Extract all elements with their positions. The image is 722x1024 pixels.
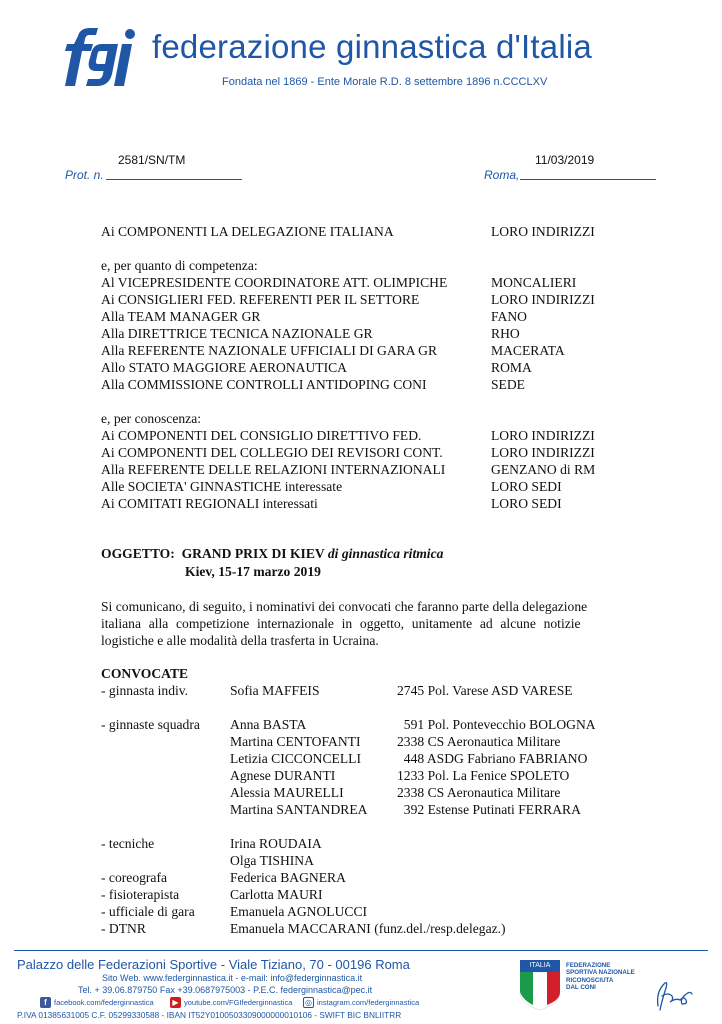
knowledge-item-where: LORO INDIRIZZI [491,445,595,460]
footer-web-email: Sito Web. www.federginnastica.it - e-mail: info@federginnastica.it [102,973,363,983]
competence-item-to: Alla COMMISSIONE CONTROLLI ANTIDOPING CONI [101,377,427,392]
athlete-club: 591 Pol. Pontevecchio BOLOGNA [397,717,596,732]
competence-item-where: FANO [491,309,528,324]
footer-instagram[interactable]: instagram.com/federginnastica [317,998,420,1007]
knowledge-item-where: LORO SEDI [491,479,562,494]
coni-text-line: RICONOSCIUTA [566,976,614,984]
coni-shield [520,960,560,1010]
staff-name: Emanuela MACCARANI (funz.del./resp.delegaz.) [230,921,506,936]
staff-name: Carlotta MAURI [230,887,323,902]
role-label: - fisioterapista [101,887,180,902]
federation-subtitle: Fondata nel 1869 - Ente Morale R.D. 8 settembre 1896 n.CCCLXV [222,76,548,88]
facebook-icon: f [40,997,51,1008]
athlete-club: 1233 Pol. La Fenice SPOLETO [397,768,570,783]
italy-flag-shield-icon [520,972,560,1010]
date-underline [520,179,656,180]
competence-item-where: LORO INDIRIZZI [491,292,595,307]
athlete-name: Martina SANTANDREA [230,802,368,817]
protocol-label: Prot. n. [65,168,104,182]
competence-item-to: Ai CONSIGLIERI FED. REFERENTI PER IL SETTORE [101,292,420,307]
protocol-underline [106,179,242,180]
subject-title: GRAND PRIX DI KIEV [181,546,325,561]
letter-date: 11/03/2019 [535,153,595,167]
athlete-name: Sofia MAFFEIS [230,683,320,698]
athlete-name: Martina CENTOFANTI [230,734,361,749]
footer-facebook[interactable]: facebook.com/federginnastica [54,998,154,1007]
competence-item-to: Al VICEPRESIDENTE COORDINATORE ATT. OLIMPICHE [101,275,448,290]
athlete-club: 448 ASDG Fabriano FABRIANO [397,751,588,766]
place-label: Roma, [484,168,520,182]
fgi-logo [56,26,140,92]
competence-item-where: ROMA [491,360,532,375]
competence-item-to: Alla DIRETTRICE TECNICA NAZIONALE GR [101,326,373,341]
competence-item-where: MACERATA [491,343,565,358]
handwritten-signature [652,978,696,1014]
coni-text-line: DAL CONI [566,984,596,992]
athlete-club: 2338 CS Aeronautica Militare [397,785,561,800]
knowledge-item-where: GENZANO di RM [491,462,596,477]
staff-name: Federica BAGNERA [230,870,346,885]
athlete-name: Agnese DURANTI [230,768,336,783]
footer-fiscal-info: P.IVA 01385631005 C.F. 05299330588 - IBAN IT52Y0100503309000000010106 - SWIFT BIC BNLIITRR [17,1010,402,1020]
knowledge-item-to: Alla REFERENTE DELLE RELAZIONI INTERNAZIONALI [101,462,446,477]
knowledge-item-where: LORO SEDI [491,496,562,511]
subject-title-suffix: di ginnastica ritmica [327,546,444,561]
competence-item-to: Alla TEAM MANAGER GR [101,309,261,324]
role-label: - ginnaste squadra [101,717,200,732]
competence-heading: e, per quanto di competenza: [101,258,258,273]
youtube-icon: ▶ [170,997,181,1008]
instagram-icon: ◎ [303,997,314,1008]
knowledge-item-to: Ai COMITATI REGIONALI interessati [101,496,318,511]
subject-label: OGGETTO: [101,546,175,561]
subject-line [101,546,443,561]
knowledge-item-where: LORO INDIRIZZI [491,428,595,443]
athlete-club: 2745 Pol. Varese ASD VARESE [397,683,573,698]
athlete-name: Anna BASTA [230,717,307,732]
staff-name: Olga TISHINA [230,853,314,868]
competence-item-to: Alla REFERENTE NAZIONALE UFFICIALI DI GARA GR [101,343,438,358]
intro-line: italiana alla competizione internazionale in oggetto, unitamente ad alcune notizie [101,616,581,631]
protocol-number: 2581/SN/TM [118,153,186,167]
athlete-name: Alessia MAURELLI [230,785,344,800]
knowledge-heading: e, per conoscenza: [101,411,202,426]
intro-line: Si comunicano, di seguito, i nominativi dei convocati che faranno parte della delegazione [101,599,588,614]
competence-item-where: SEDE [491,377,525,392]
staff-name: Emanuela AGNOLUCCI [230,904,368,919]
coni-text-line: FEDERAZIONE [566,962,611,969]
knowledge-item-to: Ai COMPONENTI DEL COLLEGIO DEI REVISORI CONT. [101,445,443,460]
athlete-club: 2338 CS Aeronautica Militare [397,734,561,749]
intro-line: logistiche e alle modalità della trasferta in Ucraina. [101,633,379,648]
knowledge-item-to: Alle SOCIETA' GINNASTICHE interessate [101,479,343,494]
athlete-name: Letizia CICCONCELLI [230,751,361,766]
role-label: - coreografa [101,870,168,885]
role-label: - DTNR [101,921,146,936]
subject-place-dates: Kiev, 15-17 marzo 2019 [185,564,321,579]
knowledge-item-to: Ai COMPONENTI DEL CONSIGLIO DIRETTIVO FED. [101,428,422,443]
coni-recognition-text [566,962,635,992]
footer-youtube[interactable]: youtube.com/FGIfederginnastica [184,998,293,1007]
role-label: - tecniche [101,836,155,851]
competence-item-to: Allo STATO MAGGIORE AERONAUTICA [101,360,347,375]
recipient-main-to: Ai COMPONENTI LA DELEGAZIONE ITALIANA [101,224,394,239]
footer-divider [14,950,708,951]
competence-item-where: RHO [491,326,520,341]
role-label: - ufficiale di gara [101,904,195,919]
role-label: - ginnasta indiv. [101,683,189,698]
footer-address: Palazzo delle Federazioni Sportive - Viale Tiziano, 70 - 00196 Roma [17,957,410,972]
athlete-club: 392 Estense Putinati FERRARA [397,802,581,817]
coni-badge-label: ITALIA [520,960,560,972]
recipient-main-where: LORO INDIRIZZI [491,224,595,239]
federation-name: federazione ginnastica d'Italia [152,28,592,65]
convocate-heading: CONVOCATE [101,666,189,681]
footer-tel-fax-pec: Tel. + 39.06.879750 Fax +39.0687975003 - P.E.C. federginnastica@pec.it [78,985,373,995]
coni-text-line: SPORTIVA NAZIONALE [566,969,635,977]
competence-item-where: MONCALIERI [491,275,577,290]
staff-name: Irina ROUDAIA [230,836,322,851]
